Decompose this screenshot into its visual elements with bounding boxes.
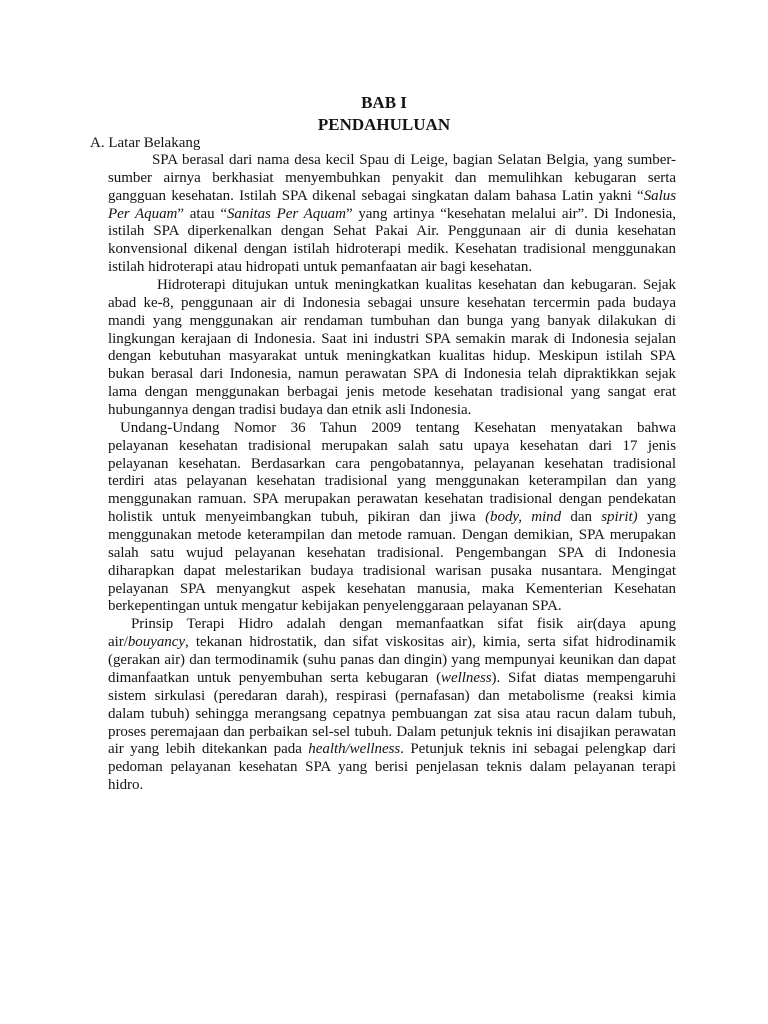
text-segment: proses peremajaan dan perbaikan sel-sel tubuh. Dalam petunjuk teknis ini disajikan perawatan xyxy=(108,723,676,740)
text-segment: SPA berasal dari nama desa kecil Spau di Leige, bagian Selatan Belgia, yang sumber- xyxy=(152,152,676,168)
text-line xyxy=(108,473,676,491)
italic-text: Sanitas Per Aquam xyxy=(226,205,346,222)
text-segment: dengan kebutuhan masyarakat untuk meningkatkan kualitas hidup. Meskipun istilah SPA xyxy=(108,348,676,365)
text-line xyxy=(108,223,676,241)
text-segment: yang xyxy=(637,509,676,526)
text-line xyxy=(108,491,676,509)
text-segment: pedoman pelayanan kesehatan SPA yang berisi penjelasan teknis dalam pelayanan terapi xyxy=(108,759,676,776)
text-line xyxy=(108,741,676,759)
paragraph xyxy=(108,277,676,420)
text-segment: ” atau “ xyxy=(177,205,227,222)
text-line xyxy=(108,777,676,795)
text-segment: istilah SPA diperkenalkan dengan Sehat Pakai Air. Penggunaan air di dunia kesehatan xyxy=(108,223,676,240)
text-segment: menggunakan metode keterampilan dan metode ramuan. Dengan demikian, SPA merupakan xyxy=(108,527,676,544)
text-line xyxy=(108,527,676,545)
text-line xyxy=(108,241,676,259)
text-line xyxy=(108,438,676,456)
text-line xyxy=(108,759,676,777)
text-segment: mandi yang menggunakan air rendaman tumbuhan dan bunga yang banyak dilakukan di xyxy=(108,312,676,329)
text-line xyxy=(108,188,676,206)
text-line xyxy=(108,706,676,724)
text-segment: Undang-Undang Nomor 36 Tahun 2009 tentang Kesehatan menyatakan bahwa xyxy=(120,419,676,436)
italic-text: Salus xyxy=(643,187,676,204)
text-segment: sistem sirkulasi (peredaran darah), respirasi (pernafasan) dan metabolisme (reaksi kimia xyxy=(108,687,676,704)
chapter-title: PENDAHULUAN xyxy=(317,115,451,134)
text-segment: menggunakan ramuan. SPA merupakan perawatan kesehatan tradisional dengan pendekatan xyxy=(108,491,676,508)
chapter-heading xyxy=(0,92,768,136)
text-segment: pelayanan kesehatan tradisional merupakan salah satu upaya kesehatan dari 17 jenis xyxy=(108,437,676,454)
text-line xyxy=(108,152,676,170)
italic-text: wellness xyxy=(441,669,492,686)
text-segment: , tekanan hidrostatik, dan sifat viskositas air), kimia, serta sifat hidrodinamik xyxy=(184,634,676,651)
text-line xyxy=(108,652,676,670)
text-line xyxy=(108,545,676,563)
text-segment: pelayanan SPA menyangkut aspek kesehatan manusia, maka Kementerian Kesehatan xyxy=(108,580,676,597)
italic-text: spirit) xyxy=(601,509,638,526)
text-segment: hidro. xyxy=(108,777,144,794)
text-segment: ). Sifat diatas mempengaruhi xyxy=(491,669,676,686)
text-line xyxy=(108,616,676,634)
text-line xyxy=(108,313,676,331)
text-segment: air yang lebih ditekankan pada xyxy=(108,741,309,758)
text-line xyxy=(108,634,676,652)
text-segment: sumber airnya berkhasiat menyembuhkan penyakit dan memulihkan kebugaran serta xyxy=(108,169,676,186)
text-line xyxy=(108,402,676,420)
text-segment: (gerakan air) dan termodinamik (suhu panas dan dingin) yang mempunyai keunikan dan dapat xyxy=(108,652,676,669)
italic-text: Per Aquam xyxy=(108,205,178,222)
text-line xyxy=(108,170,676,188)
text-segment: konvensional dikenal dengan istilah hidroterapi medik. Kesehatan tradisional menggunakan xyxy=(108,241,676,258)
text-segment: abad ke-8, penggunaan air di Indonesia sebagai unsure kesehatan tercermin pada budaya xyxy=(108,294,676,311)
text-segment: lama dengan menggunakan berbagai jenis metode kesehatan tradisional yang sangat erat xyxy=(108,384,676,401)
text-line xyxy=(108,259,676,277)
text-line xyxy=(108,688,676,706)
text-line xyxy=(108,509,676,527)
text-segment: ” yang artinya “kesehatan melalui air”. Di Indonesia, xyxy=(345,205,677,222)
italic-text: health/wellness xyxy=(308,741,401,758)
text-line xyxy=(108,724,676,742)
text-segment: dimanfaatkan untuk penyembuhan serta kebugaran ( xyxy=(108,669,442,686)
text-segment: Prinsip Terapi Hidro adalah dengan memanfaatkan sifat fisik air(daya apung xyxy=(131,616,676,633)
text-line xyxy=(108,295,676,313)
text-line xyxy=(108,384,676,402)
italic-text: (body, mind xyxy=(485,509,562,526)
chapter-number: BAB I xyxy=(361,93,407,112)
text-segment: dalam tubuh) sehingga merangsang cepatnya pembuangan zat sisa atau racun dalam tubuh, xyxy=(108,705,676,722)
paragraph xyxy=(108,616,676,795)
text-line xyxy=(108,598,676,616)
text-segment: dan xyxy=(561,509,602,526)
text-segment: terdiri atas pelayanan kesehatan tradisional yang menggunakan keterampilan dan yang xyxy=(108,473,676,490)
text-segment: pelayanan kesehatan. Berdasarkan cara pengobatannya, pelayanan kesehatan tradisional xyxy=(108,455,676,472)
section-heading: A. Latar Belakang xyxy=(90,135,201,151)
text-segment: holistik untuk menyeimbangkan tubuh, pikiran dan jiwa xyxy=(108,509,486,526)
text-line xyxy=(108,581,676,599)
text-line xyxy=(108,456,676,474)
text-segment: berkepentingan untuk mengatur kebijakan penyelenggaraan pelayanan SPA. xyxy=(108,598,562,615)
text-line xyxy=(108,563,676,581)
text-segment: air/ xyxy=(108,634,128,651)
italic-text: bouyancy xyxy=(127,634,185,651)
text-line xyxy=(108,420,676,438)
text-segment: salah satu wujud pelayanan kesehatan tradisional. Pengembangan SPA di Indonesia xyxy=(108,544,676,561)
text-segment: hubungannya dengan tradisi budaya dan etnik asli Indonesia. xyxy=(108,402,472,419)
text-segment: diharapkan dapat melestarikan budaya tradisional warisan pusaka nusantara. Mengingat xyxy=(108,562,676,579)
text-line xyxy=(108,366,676,384)
paragraph xyxy=(108,152,676,277)
text-line xyxy=(108,331,676,349)
text-line xyxy=(108,206,676,224)
text-segment: istilah hidroterapi atau hidropati untuk pemanfaatan air bagi kesehatan. xyxy=(108,259,533,276)
text-segment: bukan berasal dari Indonesia, namun perawatan SPA di Indonesia telah dipraktikkan sejak xyxy=(108,366,676,383)
body-text xyxy=(108,152,676,795)
text-segment: . Petunjuk teknis ini sebagai pelengkap dari xyxy=(400,741,676,758)
text-line xyxy=(108,670,676,688)
text-segment: gangguan kesehatan. Istilah SPA dikenal sebagai singkatan dalam bahasa Latin yakni “ xyxy=(108,187,644,204)
text-line xyxy=(108,348,676,366)
text-segment: Hidroterapi ditujukan untuk meningkatkan kualitas kesehatan dan kebugaran. Sejak xyxy=(157,277,676,294)
paragraph xyxy=(108,420,676,616)
text-segment: lingkungan kerajaan di Indonesia. Saat ini industri SPA semakin marak di Indonesia sejalan xyxy=(108,330,676,347)
text-line xyxy=(108,277,676,295)
